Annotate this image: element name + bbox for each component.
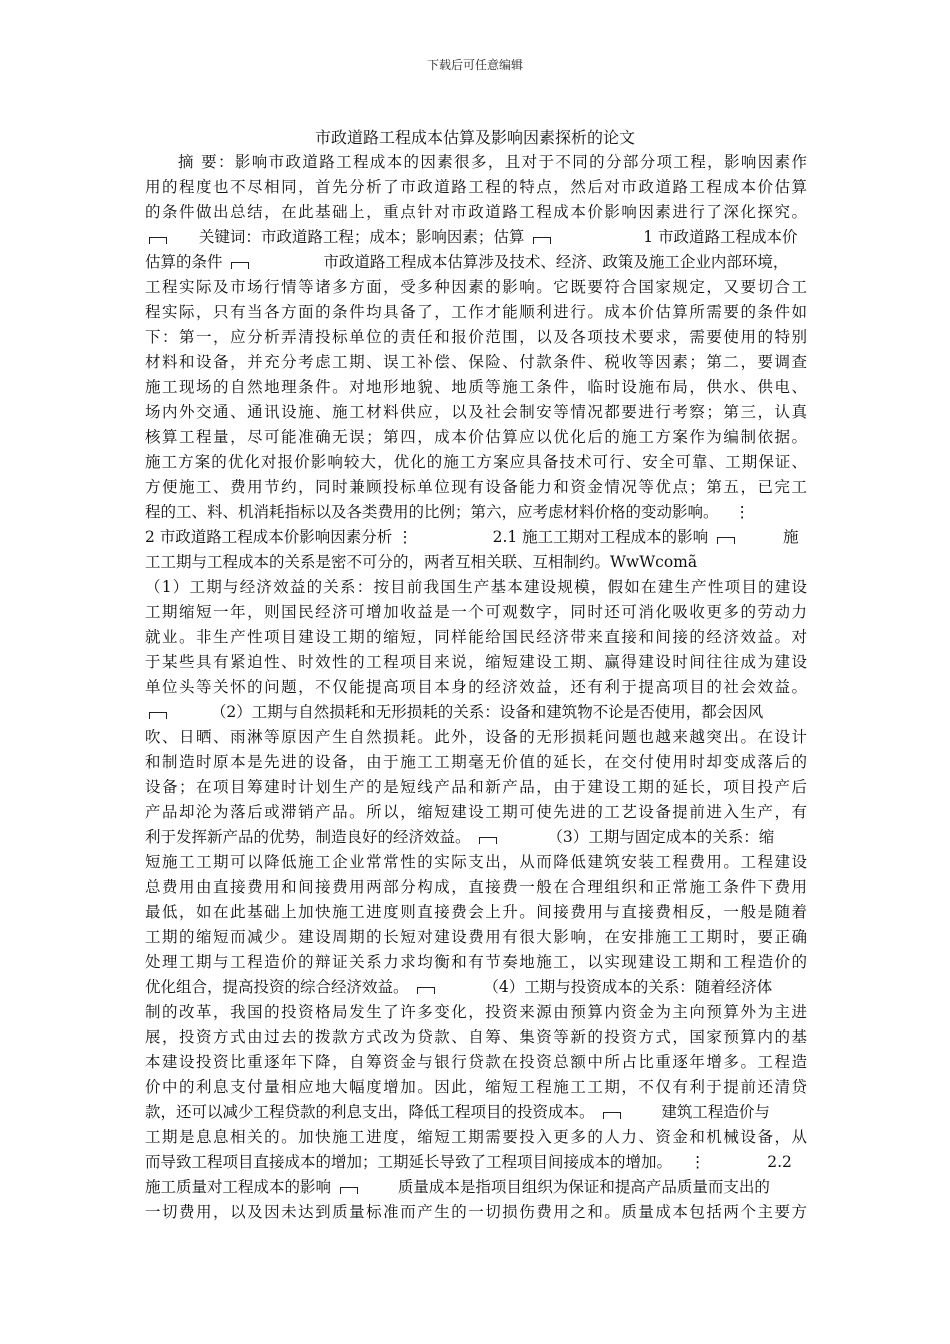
body-line: 利于发挥新产品的优势，制造良好的经济效益。 （3）工期与固定成本的关系：缩 [145, 828, 775, 846]
body-line: 施工现场的自然地理条件。对地形地貌、地质等施工条件，临时设施布局，供水、供电、 [145, 378, 807, 396]
body-line: 短施工工期可以降低施工企业常常性的实际支出，从而降低建筑安装工程费用。工程建设 [145, 853, 807, 871]
body-line: （1）工期与经济效益的关系：按目前我国生产基本建设规模，假如在建生产性项目的建设 [145, 578, 807, 596]
paragraph-mark-icon [603, 1112, 621, 1119]
body-line: 程实际，只有当各方面的条件均具备了，工作才能顺利进行。成本价估算所需要的条件如 [145, 303, 807, 321]
body-line: 优化组合，提高投资的综合经济效益。 （4）工期与投资成本的关系：随着经济体 [145, 978, 773, 996]
body-line: 产品却沦为落后或滞销产品。所以，缩短建设工期可使先进的工艺设备提前进入生产，有 [145, 803, 807, 821]
header-note: 下载后可任意编辑 [426, 58, 523, 72]
paragraph-mark-icon [717, 537, 735, 544]
body-line: 场内外交通、通讯设施、施工材料供应，以及社会制安等情况都要进行考察；第三，认真 [145, 403, 807, 421]
body-line: 工期的缩短而减少。建设周期的长短对建设费用有很大影响，在安排施工工期时，要正确 [145, 928, 807, 946]
body-line: 核算工程量，尽可能准确无误；第四，成本价估算应以优化后的施工方案作为编制依据。 [145, 428, 807, 446]
body-line: 工工期与工程成本的关系是密不可分的，两者互相关联、互相制约。WwWcomã [145, 553, 698, 571]
paragraph-mark-icon [417, 987, 435, 994]
body-line: 制的改革，我国的投资格局发生了许多变化，投资来源由预算内资金为主向预算外为主进 [145, 1003, 807, 1021]
body-line: 设备；在项目筹建时计划生产的是短线产品和新产品，由于建设工期的延长，项目投产后 [145, 778, 807, 796]
paragraph-mark-icon [340, 1187, 358, 1194]
vertical-dots-icon: ⋮ [734, 503, 750, 521]
body-line: 的条件做出总结，在此基础上，重点针对市政道路工程成本价影响因素进行了深化探究。 [145, 203, 807, 221]
body-line: 和制造时原本是先进的设备，由于施工工期毫无价值的延长，在交付使用时却变成落后的 [145, 753, 807, 771]
body-line: 2 市政道路工程成本价影响因素分析 ⋮ 2.1 施工工期对工程成本的影响 施 [145, 528, 799, 546]
body-line: 工期缩短一年，则国民经济可增加收益是一个可观数字，同时还可消化吸收更多的劳动力 [145, 603, 807, 621]
vertical-dots-icon: ⋮ [689, 1153, 706, 1171]
body-line: 吹、日晒、雨淋等原因产生自然损耗。此外，设备的无形损耗问题也越来越突出。在设计 [145, 728, 807, 746]
paragraph-mark-icon [533, 237, 551, 244]
body-line: 程的工、料、机消耗指标以及各类费用的比例；第六，应考虑材料价格的变动影响。 ⋮ [145, 503, 750, 521]
body-line: 下：第一，应分析弄清投标单位的责任和报价范围，以及各项技术要求，需要使用的特别 [145, 328, 807, 346]
body-line: 单位头等关怀的问题，不仅能提高项目本身的经济效益，还有利于提高项目的社会效益。 [145, 678, 807, 696]
body-line: 方便施工、费用节约，同时兼顾投标单位现有设备能力和资金情况等优点；第五，已完工 [145, 478, 807, 496]
body-line: 施工方案的优化对报价影响较大，优化的施工方案应具备技术可行、安全可靠、工期保证、 [145, 453, 807, 471]
body-line: 工程实际及市场行情等诸多方面，受多种因素的影响。它既要符合国家规定，又要切合工 [145, 278, 807, 296]
vertical-dots-icon: ⋮ [397, 528, 413, 546]
body-line: 价中的利息支付量相应地大幅度增加。因此，缩短工程施工工期，不仅有利于提前还清贷 [145, 1078, 807, 1096]
body-line: 总费用由直接费用和间接费用两部分构成，直接费一般在合理组织和正常施工条件下费用 [145, 878, 807, 896]
body-line: 最低，如在此基础上加快施工进度则直接费会上升。间接费用与直接费相反，一般是随着 [145, 903, 807, 921]
body-line: 工期是息息相关的。加快施工进度，缩短工期需要投入更多的人力、资金和机械设备，从 [145, 1128, 807, 1146]
document-body [145, 150, 807, 1225]
body-line: 就业。非生产性项目建设工期的缩短，同样能给国民经济带来直接和间接的经济效益。对 [145, 628, 807, 646]
body-line: 一切费用，以及因未达到质量标准而产生的一切损伤费用之和。质量成本包括两个主要方 [145, 1203, 807, 1221]
paragraph-mark-icon [479, 837, 497, 844]
body-line: （2）工期与自然损耗和无形损耗的关系：设备和建筑物不论是否使用，都会因风 [145, 700, 807, 725]
paragraph-mark-icon [149, 237, 167, 244]
body-line: 款，还可以减少工程贷款的利息支出，降低工程项目的投资成本。 建筑工程造价与 [145, 1103, 770, 1121]
body-line: 材料和设备，并充分考虑工期、误工补偿、保险、付款条件、税收等因素；第二，要调查 [145, 353, 807, 371]
body-line: 本建设投资比重逐年下降，自筹资金与银行贷款在投资总额中所占比重逐年增多。工程造 [145, 1053, 807, 1071]
document-title: 市政道路工程成本估算及影响因素探析的论文 [314, 128, 635, 147]
body-line: 于某些具有紧迫性、时效性的工程项目来说，缩短建设工期、赢得建设时间往往成为建设 [145, 653, 807, 671]
body-line: 处理工期与工程造价的辩证关系力求均衡和有节奏地施工，以实现建设工期和工程造价的 [145, 953, 807, 971]
body-line: 施工质量对工程成本的影响 质量成本是指项目组织为保证和提高产品质量而支出的 [145, 1178, 770, 1196]
paragraph-mark-icon [149, 712, 167, 719]
body-line: 摘 要：影响市政道路工程成本的因素很多，且对于不同的分部分项工程，影响因素作 [178, 153, 807, 171]
body-line: 而导致工程项目直接成本的增加；工期延长导致了工程项目间接成本的增加。 ⋮ 2.2 [145, 1153, 792, 1171]
body-line: 用的程度也不尽相同，首先分析了市政道路工程的特点，然后对市政道路工程成本价估算 [145, 178, 807, 196]
body-line: 关键词：市政道路工程；成本；影响因素；估算 1 市政道路工程成本价 [145, 225, 807, 250]
body-line: 展，投资方式由过去的拨款方式改为贷款、自筹、集资等新的投资方式，国家预算内的基 [145, 1028, 807, 1046]
body-line: 估算的条件 市政道路工程成本估算涉及技术、经济、政策及施工企业内部环境， [145, 253, 789, 271]
paragraph-mark-icon [231, 262, 249, 269]
